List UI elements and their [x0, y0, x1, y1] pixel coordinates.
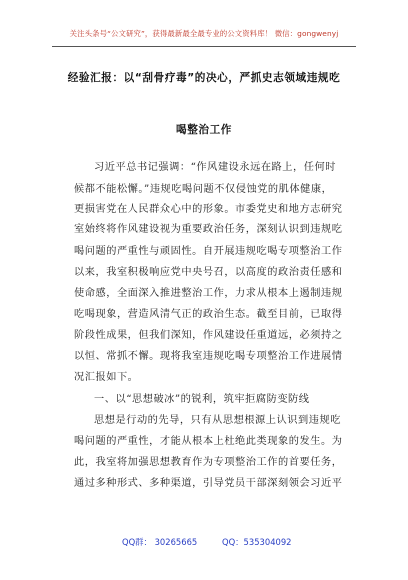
section-heading-1: 一、以“思想破冰”的锐利，筑牢拒腐防变防线 [94, 394, 310, 405]
body-line-15: 此，我室将加强思想教育作为专项整治工作的首要任务， [74, 457, 343, 468]
body-line-6: 以来，我室积极响应党中央号召，以高度的政治责任感和 [74, 267, 343, 278]
body-line-9: 阶段性成果，但我们深知，作风建设任重道远，必须持之 [74, 330, 343, 341]
body-line-3: 更损害党在人民群众心中的形象。市委党史和地方志研究 [74, 204, 343, 215]
footer-qq-number: QQ：535304092 [222, 537, 292, 547]
body-line-1: 习近平总书记强调：“作风建设永远在路上，任何时 [94, 162, 336, 173]
document-title-line-1: 经验汇报：以“刮骨疗毒”的决心，严抓史志领域违规吃 [67, 72, 341, 84]
body-line-4: 室始终将作风建设视为重要政治任务，深刻认识到违规吃 [74, 224, 343, 235]
header-divider [52, 46, 356, 47]
header-banner: 关注头条号“公文研究”，获得最新最全最专业的公文资料库！ 微信：gongwenyj [69, 29, 339, 38]
body-line-13: 思想是行动的先导，只有从思想根源上认识到违规吃 [94, 415, 341, 426]
body-line-7: 使命感，全面深入推进整治工作，力求从根本上遏制违规 [74, 288, 343, 299]
body-line-2: 候都不能松懈。”违规吃喝问题不仅侵蚀党的肌体健康， [74, 184, 333, 195]
body-line-8: 吃喝现象，营造风清气正的政治生态。截至目前，已取得 [74, 309, 343, 320]
body-line-10: 以恒、常抓不懈。现将我室违规吃喝专项整治工作进展情 [74, 351, 343, 362]
body-line-11: 况汇报如下。 [74, 372, 139, 383]
document-title-line-2: 喝整治工作 [176, 124, 232, 136]
body-line-14: 喝问题的严重性，才能从根本上杜绝此类现象的发生。为 [74, 436, 343, 447]
body-line-5: 喝问题的严重性与顽固性。自开展违规吃喝专项整治工作 [74, 246, 343, 257]
footer-qq-group: QQ群： 30265665 [122, 537, 198, 547]
body-line-16: 通过多种形式、多种渠道，引导党员干部深刻领会习近平 [74, 478, 343, 489]
